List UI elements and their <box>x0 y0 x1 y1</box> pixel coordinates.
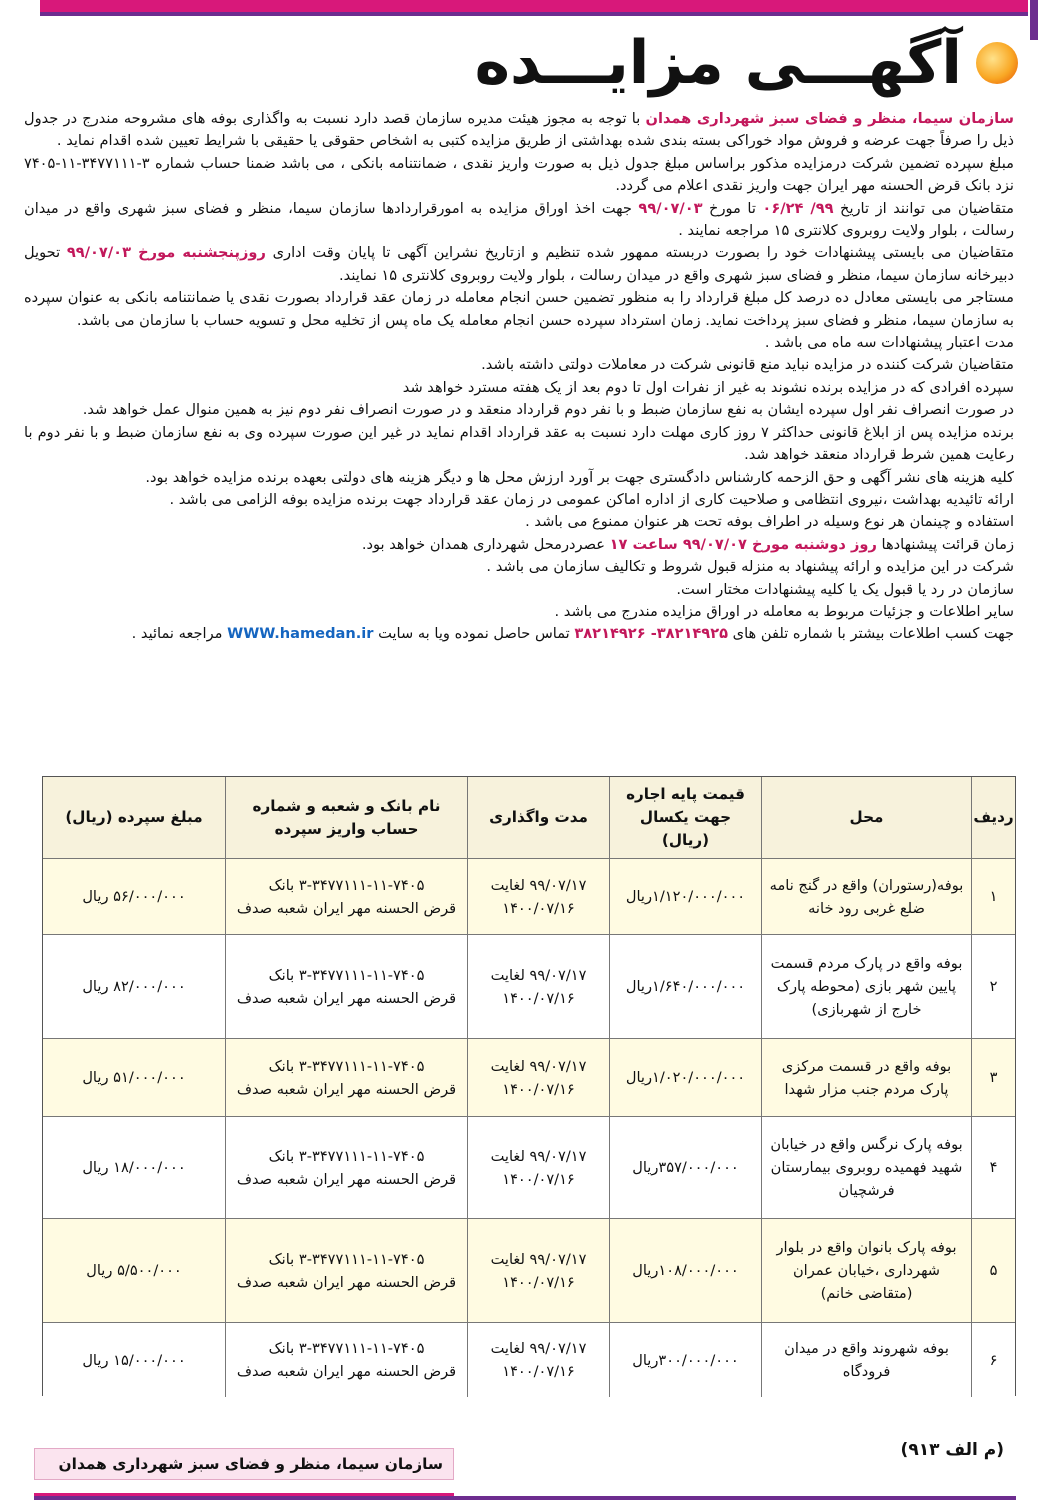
bank-stack <box>237 1248 456 1294</box>
bank-branch: قرض الحسنه مهر ایران شعبه صدف <box>236 989 457 1007</box>
header-duration: مدت واگذاری <box>467 777 609 858</box>
row-place: بوفه واقع در پارک مردم قسمت پایین شهر بازی (محوطه پارک خارج از شهربازی) <box>761 935 971 1038</box>
row-duration <box>467 935 609 1038</box>
header-deposit: مبلغ سپرده (ریال) <box>65 808 203 826</box>
bank-stack <box>237 874 456 920</box>
row-price: ۱/۱۲۰/۰۰۰/۰۰۰ریال <box>609 859 761 934</box>
paragraph-refund: سپرده افرادی که در مزایده برنده نشوند به غیر از نفرات اول تا دوم بعد از یک هفته مسترد خواهد شد <box>402 378 1014 396</box>
text: جهت کسب اطلاعات بیشتر با شماره تلفن های <box>732 625 1014 643</box>
text: مراجعه نمائید . <box>131 625 223 643</box>
row-idx: ۵ <box>971 1219 1015 1322</box>
row-place: بوفه پارک نرگس واقع در خیابان شهید فهمیده روبروی بیمارستان فرشچیان <box>761 1117 971 1218</box>
text: متقاضیان می بایستی پیشنهادات خود را بصورت دربسته ممهور شده تنظیم و ازتاریخ نشراین آگهی تا پایان وقت اداری <box>272 244 1015 262</box>
paragraph-withdrawal: در صورت انصراف نفر اول سپرده ایشان به نفع سازمان ضبط و با نفر دوم قرارداد منعقد و در صورت انصراف نفر دوم نیز به همین منوال عمل خواهد شد. <box>82 401 1014 419</box>
row-duration <box>467 1219 609 1322</box>
phone-numbers: ۳۸۲۱۴۹۲۵- ۳۸۲۱۴۹۲۶ <box>574 625 729 643</box>
duration-end: ۱۴۰۰/۰۷/۱۶ <box>502 899 575 917</box>
paragraph-opening <box>24 534 1014 556</box>
row-bank <box>225 859 467 934</box>
paragraph-deposit: مبلغ سپرده تضمین شرکت درمزایده مذکور براساس مبلغ جدول ذیل به صورت واریز نقدی ، ضمانتنامه بانکی ، می باشد ضمنا حساب شماره ۳-۳۴۷۷۱۱۱-۱۱-۷۴۰۵ نزد بانک قرض الحسنه مهر ایران جهت واریز نقدی اعلام می گردد. <box>24 154 1014 195</box>
org-name-highlight: سازمان سیما، منظر و فضای سبز شهرداری همدان <box>645 110 1015 127</box>
row-bank <box>225 1039 467 1116</box>
bottom-purple-bar <box>34 1496 1016 1500</box>
table-row <box>43 1117 1015 1219</box>
text: عصردرمحل شهرداری همدان خواهد بود. <box>361 535 605 553</box>
row-deposit: ۸۲/۰۰۰/۰۰۰ ریال <box>82 978 186 995</box>
row-price: ۱/۶۴۰/۰۰۰/۰۰۰ریال <box>609 935 761 1038</box>
paragraph-legal: متقاضیان شرکت کننده در مزایده نباید منع قانونی شرکت در معاملات دولتی داشته باشد. <box>481 356 1014 374</box>
top-purple-bar <box>40 12 1028 16</box>
paragraph-contract: برنده مزایده پس از ابلاغ قانونی حداکثر ۷ روز کاری مهلت دارد نسبت به عقد قرارداد اقدام نماید در غیر این صورت سپرده وی به نفع سازمان ضبط و با نفر دوم با رعایت همین شرط قرارداد منعقد خواهد شد. <box>24 423 1015 464</box>
bank-stack <box>237 1055 456 1101</box>
row-deposit: ۵/۵۰۰/۰۰۰ ریال <box>86 1262 182 1279</box>
row-price: ۳۵۷/۰۰۰/۰۰۰ریال <box>609 1117 761 1218</box>
notice-code: (م الف ۹۱۳) <box>900 1440 1004 1460</box>
duration-end: ۱۴۰۰/۰۷/۱۶ <box>502 1273 575 1291</box>
table-row <box>43 1039 1015 1117</box>
row-idx: ۳ <box>971 1039 1015 1116</box>
text: تحویل دبیرخانه سازمان سیما، منظر و فضای سبز شهری واقع در میدان رسالت ، بلوار ولایت روبروی کلانتری ۱۵ نمایند. <box>24 244 1014 284</box>
row-deposit: ۵۶/۰۰۰/۰۰۰ ریال <box>82 888 186 905</box>
text: تماس حاصل نموده ویا به سایت <box>378 625 570 643</box>
duration-end: ۱۴۰۰/۰۷/۱۶ <box>502 1080 575 1098</box>
row-bank <box>225 1323 467 1397</box>
paragraph-approvals: ارائه تائیدیه بهداشت ،نیروی انتظامی و صلاحیت کاری از اداره اماکن عمومی در زمان عقد قرارداد جهت برنده مزایده بوفه الزامی می باشد . <box>169 490 1014 508</box>
duration-start: ۹۹/۰۷/۱۷ لغایت <box>490 1340 587 1357</box>
row-duration <box>467 1117 609 1218</box>
row-duration <box>467 859 609 934</box>
row-deposit: ۵۱/۰۰۰/۰۰۰ ریال <box>82 1069 186 1086</box>
table-row <box>43 1323 1015 1397</box>
row-bank <box>225 1117 467 1218</box>
row-idx: ۶ <box>971 1323 1015 1397</box>
paragraph-acceptance: شرکت در این مزایده و ارائه پیشنهاد به منزله قبول شروط و تکالیف سازمان می باشد . <box>486 558 1014 576</box>
bank-account: ۳-۳۴۷۷۱۱۱-۱۱-۷۴۰۵ بانک <box>268 1250 425 1268</box>
duration-stack <box>491 1055 587 1101</box>
duration-start: ۹۹/۰۷/۱۷ لغایت <box>490 876 587 894</box>
row-idx: ۱ <box>971 859 1015 934</box>
row-place: بوفه پارک بانوان واقع در بلوار شهرداری ،خیابان عمران (متقاضی خانم) <box>761 1219 971 1322</box>
bank-branch: قرض الحسنه مهر ایران شعبه صدف <box>236 1273 457 1291</box>
auction-table <box>42 776 1016 1396</box>
bank-account: ۳-۳۴۷۷۱۱۱-۱۱-۷۴۰۵ بانک <box>268 876 425 894</box>
footer-org-name: سازمان سیما، منظر و فضای سبز شهرداری همدان <box>34 1448 454 1480</box>
paragraph-equipment: استفاده و چینمان هر نوع وسیله در اطراف بوفه تحت هر عنوان ممنوع می باشد . <box>525 513 1014 531</box>
table-header-row <box>43 777 1015 859</box>
duration-end: ۱۴۰۰/۰۷/۱۶ <box>502 1170 575 1188</box>
duration-stack <box>491 964 587 1010</box>
duration-stack <box>491 874 587 920</box>
duration-start: ۹۹/۰۷/۱۷ لغایت <box>490 966 587 984</box>
duration-start: ۹۹/۰۷/۱۷ لغایت <box>490 1057 587 1075</box>
row-place: بوفه شهروند واقع در میدان فرودگاه <box>761 1323 971 1397</box>
sun-icon <box>976 42 1018 84</box>
table-row <box>43 935 1015 1039</box>
header-bank: نام بانک و شعبه و شماره حساب واریز سپرده <box>225 777 467 858</box>
paragraph-rights: سازمان در رد یا قبول یک یا کلیه پیشنهادات مختار است. <box>676 580 1014 598</box>
date-start: ۹۹/ ۰۶/۲۴ <box>762 199 834 217</box>
bank-branch: قرض الحسنه مهر ایران شعبه صدف <box>236 1170 457 1188</box>
header-place: محل <box>761 777 971 858</box>
paragraph-details: سایر اطلاعات و جزئیات مربوط به معامله در اوراق مزایده مندرج می باشد . <box>554 602 1014 620</box>
duration-stack <box>491 1337 587 1383</box>
paragraph-validity: مدت اعتبار پیشنهادات سه ماه می باشد . <box>764 334 1014 352</box>
row-price: ۱۰۸/۰۰۰/۰۰۰ریال <box>609 1219 761 1322</box>
title-block <box>475 22 1018 104</box>
duration-end: ۱۴۰۰/۰۷/۱۶ <box>502 1363 575 1380</box>
bank-branch: قرض الحسنه مهر ایران شعبه صدف <box>236 899 457 917</box>
bank-stack <box>237 1337 456 1383</box>
table-row <box>43 1219 1015 1323</box>
duration-stack <box>491 1145 587 1191</box>
website-link[interactable]: WWW.hamedan.ir <box>227 625 374 643</box>
paragraph-guarantee: مستاجر می بایستی معادل ده درصد کل مبلغ قرارداد را به منظور تضمین حسن انجام معامله در زمان عقد قرارداد بصورت نقدی یا ضمانتنامه بانکی به عنوان سپرده به سازمان سیما، منظر و فضای سبز پرداخت نماید. زمان استرداد سپرده حسن انجام معامله یک ماه پس از تخلیه محل و تسویه حساب با سازمان می باشد. <box>24 289 1014 329</box>
duration-stack <box>491 1248 587 1294</box>
duration-end: ۱۴۰۰/۰۷/۱۶ <box>502 989 575 1007</box>
bank-account: ۳-۳۴۷۷۱۱۱-۱۱-۷۴۰۵ بانک <box>268 1057 425 1075</box>
intro-text: با توجه به مجوز هیئت مدیره سازمان قصد دارد نسبت به واگذاری بوفه های مشروحه مندرج در جدول ذیل را صرفاً جهت عرضه و فروش مواد خوراکی بسته بندی شده بهداشتی از طریق مزایده کتبی به اشخاص حقوقی یا حقیقی با شرایط تعیین شده اقدام نماید . <box>24 110 1014 150</box>
header-price: قیمت پایه اجاره جهت یکسال (ریال) <box>609 777 761 858</box>
table-row <box>43 859 1015 935</box>
bank-branch: قرض الحسنه مهر ایران شعبه صدف <box>236 1363 457 1380</box>
row-duration <box>467 1039 609 1116</box>
page-title: آگهـــی مزایـــده <box>474 28 962 98</box>
opening-date: روز دوشنبه مورخ ۹۹/۰۷/۰۷ ساعت ۱۷ <box>609 535 877 553</box>
date-end: ۹۹/۰۷/۰۳ <box>638 199 703 217</box>
text: زمان قرائت پیشنهادها <box>881 535 1014 553</box>
row-duration <box>467 1323 609 1397</box>
submission-deadline: روزپنجشنبه مورخ ۹۹/۰۷/۰۳ <box>66 244 266 262</box>
notice-body <box>24 108 1014 646</box>
row-place: بوفه واقع در قسمت مرکزی پارک مردم جنب مزار شهدا <box>761 1039 971 1116</box>
bank-account: ۳-۳۴۷۷۱۱۱-۱۱-۷۴۰۵ بانک <box>268 966 425 984</box>
top-pink-bar <box>40 0 1028 12</box>
paragraph-dates <box>24 198 1014 243</box>
bank-account: ۳-۳۴۷۷۱۱۱-۱۱-۷۴۰۵ بانک <box>268 1147 425 1165</box>
row-place: بوفه(رستوران) واقع در گنج نامه ضلع غربی رود خانه <box>761 859 971 934</box>
bank-branch: قرض الحسنه مهر ایران شعبه صدف <box>236 1080 457 1098</box>
header-idx: ردیف <box>971 777 1015 858</box>
row-bank <box>225 935 467 1038</box>
bank-account: ۳-۳۴۷۷۱۱۱-۱۱-۷۴۰۵ بانک <box>268 1340 425 1357</box>
duration-start: ۹۹/۰۷/۱۷ لغایت <box>490 1250 587 1268</box>
row-price: ۱/۰۲۰/۰۰۰/۰۰۰ریال <box>609 1039 761 1116</box>
bank-stack <box>237 1145 456 1191</box>
bank-stack <box>237 964 456 1010</box>
right-accent-bar <box>1030 0 1038 40</box>
paragraph-costs: کلیه هزینه های نشر آگهی و حق الزحمه کارشناس دادگستری جهت بر آورد ارزش محل ها و دیگر هزینه های دولتی بعهده برنده مزایده خواهد بود. <box>145 468 1014 486</box>
row-deposit: ۱۵/۰۰۰/۰۰۰ ریال <box>82 1351 186 1369</box>
duration-start: ۹۹/۰۷/۱۷ لغایت <box>490 1147 587 1165</box>
text: جهت اخذ اوراق مزایده به امورقراردادها سازمان سیما، منظر و فضای سبز شهری واقع در میدان رسالت ، بلوار ولایت روبروی کلانتری ۱۵ مراجعه نمایند . <box>24 199 1014 240</box>
paragraph-contact <box>24 623 1014 645</box>
row-idx: ۲ <box>971 935 1015 1038</box>
row-idx: ۴ <box>971 1117 1015 1218</box>
text: تا مورخ <box>709 199 756 217</box>
paragraph-intro <box>24 108 1014 153</box>
row-price: ۳۰۰/۰۰۰/۰۰۰ریال <box>609 1323 761 1397</box>
text: متقاضیان می توانند از تاریخ <box>840 199 1014 217</box>
paragraph-submission <box>24 242 1014 287</box>
row-deposit: ۱۸/۰۰۰/۰۰۰ ریال <box>82 1159 186 1176</box>
row-bank <box>225 1219 467 1322</box>
